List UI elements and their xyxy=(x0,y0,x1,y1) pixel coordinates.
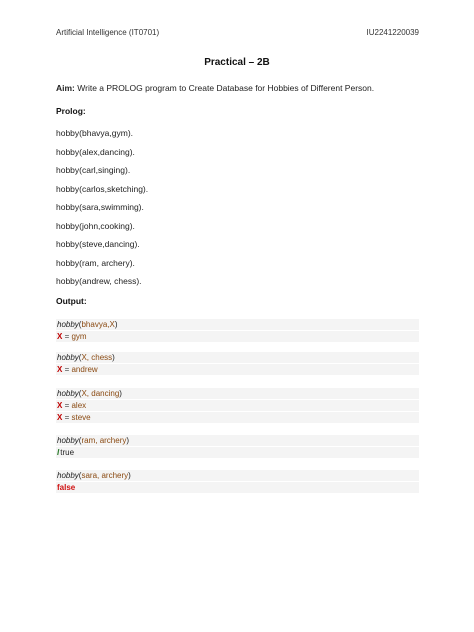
aim-text: Write a PROLOG program to Create Database for Hobbies of Different Person. xyxy=(74,83,375,93)
result-variable: X xyxy=(57,365,63,374)
result-value: steve xyxy=(71,413,91,422)
aim-label: Aim: xyxy=(56,83,75,93)
query-predicate: hobby xyxy=(57,320,79,329)
result-value: gym xyxy=(71,332,87,341)
fact-line: hobby(steve,dancing). xyxy=(56,239,140,249)
fact-line: hobby(alex,dancing). xyxy=(56,146,135,157)
query-block-3 xyxy=(56,388,419,423)
query-args: ram, archery xyxy=(81,436,127,445)
query-predicate: hobby xyxy=(57,471,79,480)
query-open-paren: ( xyxy=(78,389,82,398)
query-args: X, dancing xyxy=(81,389,120,398)
true-icon: I xyxy=(57,448,60,457)
result-true: true xyxy=(60,448,75,457)
fact-line: hobby(ram, archery). xyxy=(56,257,135,268)
query-close-paren: ) xyxy=(112,353,115,362)
query-predicate: hobby xyxy=(57,353,79,362)
output-heading: Output: xyxy=(56,296,87,306)
fact-line: hobby(bhavya,gym). xyxy=(56,128,134,138)
result-equals: = xyxy=(62,401,72,410)
query-block-5 xyxy=(56,470,419,493)
fact-line: hobby(carl,singing). xyxy=(56,165,131,175)
result-variable: X xyxy=(57,401,63,410)
result-line xyxy=(56,400,419,411)
result-equals: = xyxy=(62,332,72,341)
query-block-1 xyxy=(56,319,419,342)
result-value: andrew xyxy=(71,365,98,374)
fact-line: hobby(carlos,sketching). xyxy=(56,183,149,194)
aim-paragraph xyxy=(56,83,374,93)
result-line xyxy=(56,482,419,493)
page-title: Practical – 2B xyxy=(204,57,270,68)
query-close-paren: ) xyxy=(114,320,118,329)
result-false: false xyxy=(57,483,76,492)
result-line xyxy=(56,447,419,458)
query-close-paren: ) xyxy=(128,471,131,480)
query-predicate: hobby xyxy=(57,389,79,398)
query-block-2 xyxy=(56,352,419,375)
result-variable: X xyxy=(57,332,63,341)
query-block-4 xyxy=(56,435,419,458)
query-open-paren: ( xyxy=(78,353,82,362)
result-equals: = xyxy=(62,365,72,374)
query-line xyxy=(56,388,419,399)
query-open-paren: ( xyxy=(78,471,82,480)
result-variable: X xyxy=(57,413,63,422)
fact-line: hobby(andrew, chess). xyxy=(56,276,142,286)
query-args: X, chess xyxy=(81,353,113,362)
fact-list xyxy=(56,128,148,295)
query-close-paren: ) xyxy=(126,436,130,445)
header-student-id: IU2241220039 xyxy=(366,28,419,37)
query-open-paren: ( xyxy=(78,320,82,329)
query-close-paren: ) xyxy=(119,389,122,398)
query-open-paren: ( xyxy=(78,436,82,445)
header-course: Artificial Intelligence (IT0701) xyxy=(56,28,160,37)
query-line xyxy=(56,319,419,330)
result-value: alex xyxy=(71,401,87,410)
fact-line: hobby(sara,swimming). xyxy=(56,202,144,212)
result-equals: = xyxy=(62,413,72,422)
result-line xyxy=(56,364,419,375)
fact-line: hobby(john,cooking). xyxy=(56,220,135,231)
prolog-heading: Prolog: xyxy=(56,106,86,116)
query-args: sara, archery xyxy=(81,471,129,480)
result-line xyxy=(56,412,419,423)
query-line xyxy=(56,352,419,363)
result-line xyxy=(56,331,419,342)
query-predicate: hobby xyxy=(57,436,79,445)
query-line xyxy=(56,435,419,446)
query-line xyxy=(56,470,419,481)
query-args: bhavya,X xyxy=(81,320,115,329)
